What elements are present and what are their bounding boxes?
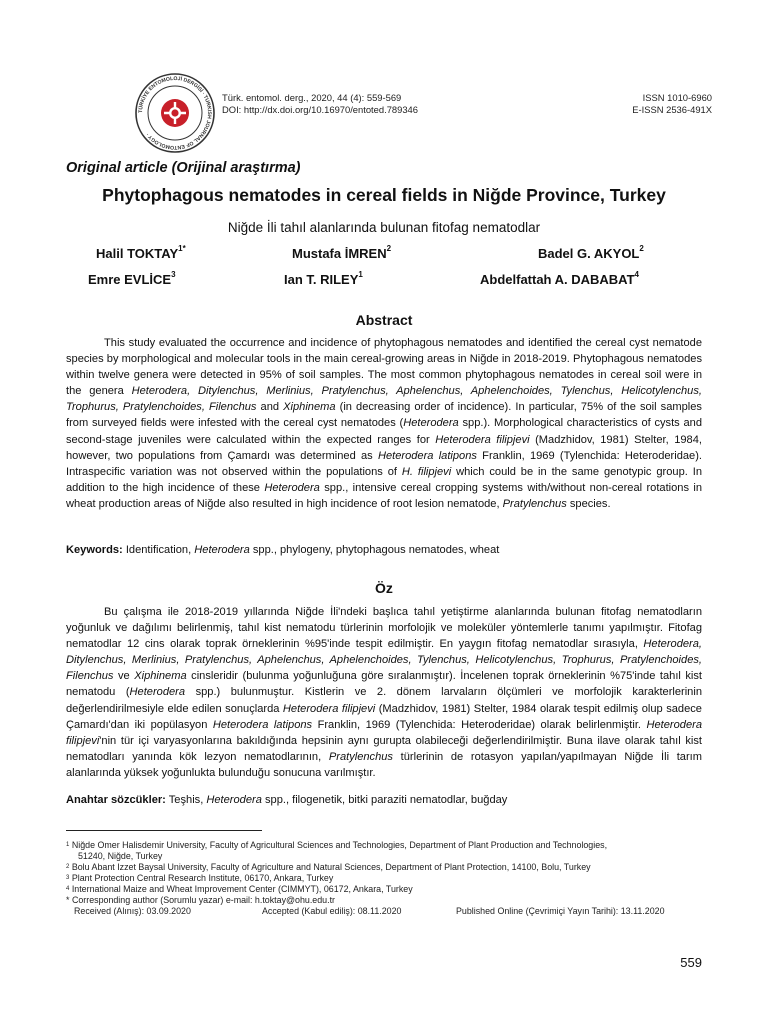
oz-heading: Öz: [375, 580, 393, 596]
eissn: E-ISSN 2536-491X: [632, 104, 712, 115]
journal-ref: Türk. entomol. derg., 2020, 44 (4): 559-569: [222, 92, 402, 103]
author-1: Halil $TOKTAY^{1*}$: [96, 244, 186, 261]
received-date: Received (Alınış): 03.09.2020: [74, 906, 191, 916]
abstract-keywords: Keywords: Identification, Heterodera spp., phylogeny, phytophagous nematodes, wheat: [66, 544, 500, 556]
footnote-2: $^2$ Bolu Abant Izzet Baysal University, Faculty of Agriculture and Natural Sciences, Department of Plant Protection, 14100, Bolu, Turkey: [66, 862, 591, 872]
published-date: Published Online (Çevrimiçi Yayın Tarihi): 13.11.2020: [456, 906, 665, 916]
footnote-3: $^3$ Plant Protection Central Research Institute, 06170, Ankara, Turkey: [66, 873, 334, 883]
footnote-1: $^1$ Niğde Omer Halisdemir University, Faculty of Agricultural Sciences and Technologies, Department of Plant Production and Technologies,: [66, 840, 608, 850]
journal-issn-block: [632, 92, 712, 116]
author-4: Emre EVLİCE$^3$: [88, 270, 176, 287]
article-type: Original article (Orijinal araştırma): [66, 160, 301, 176]
journal-citation: [222, 92, 418, 116]
dates-row: [66, 906, 716, 917]
author-2: Mustafa İMREN$^2$: [292, 244, 392, 261]
article-title: Phytophagous nematodes in cereal fields in Niğde Province, Turkey: [102, 185, 666, 205]
footnote-1-cont: 51240, Niğde, Turkey: [78, 851, 163, 861]
corresponding-author: * Corresponding author (Sorumlu yazar) e-mail: h.toktay@ohu.edu.tr: [66, 895, 335, 905]
footnote-4: $^4$ International Maize and Wheat Improvement Center (CIMMYT), 06172, Ankara, Turkey: [66, 884, 413, 894]
issn: ISSN 1010-6960: [642, 92, 712, 103]
oz-body: Bu çalışma ile 2018-2019 yıllarında Niğde İli'ndeki başlıca tahıl yetiştirme alanlarında bulunan fitofag nematodların yoğunluk ve dağılımı belirlenmiş, tahıl kist nematodu türlerinin morfolojik ve moleküler yöntemlerle tanımı yapılmıştır. Fitofag nematodlar 12 cins olarak toprak örneklerinin %95'inde tespit edilmiştir. En yaygın fitofag nematodlar sırasıyla, Heterodera, Ditylenchus, Merlinius, Pratylenchus, Aphelenchus, Aphelenchoides, Tylenchus, Helicotylenchus, Trophurus, Pratylenchoides, Filenchus ve Xiphinema cinsleridir (bulunma yoğunluğuna göre sıralanmıştır). İncelenen toprak örneklerinin %75'inde tahıl kist nematodu (Heterodera spp.) bulunmuştur. Kistlerin ve 2. dönem larvaların ölçümleri ve morfolojik karakterlerinin değerlendirilmesiyle elde edilen sonuçlarda Heterodera filipjevi (Madzhidov, 1981) Stelter, 1984 olarak tespit edilmiş olup sadece Çamardı'dan iki popülasyon Heterodera latipons Franklin, 1969 (Tylenchida: Heteroderidae) olarak belirlenmiştir. Heterodera filipjevi'nin tür içi varyasyonlarına bakıldığında hepsinin aynı gurupta olabileceği değerlendirilmiştir. Buna ilave olarak tahıl kist nematodları yanında kök lezyon nematodlarının, Pratylenchus türlerinin de rotasyon yapılan/yapılmayan Niğde İli tarım alanlarında yüksek yoğunlukta bulunduğu sonucuna varılmıştır.: [66, 606, 703, 779]
accepted-date: Accepted (Kabul ediliş): 08.11.2020: [262, 906, 402, 916]
author-3: Badel G. AKYOL$^2$: [538, 244, 644, 261]
author-6: Abdelfattah A. DABABAT$^4$: [480, 270, 639, 287]
journal-header: [0, 72, 768, 151]
page-number: 559: [680, 955, 702, 970]
author-5: Ian T. RILEY$^1$: [284, 270, 363, 287]
article-subtitle: Niğde İli tahıl alanlarında bulunan fitofag nematodlar: [227, 220, 541, 235]
journal-logo-icon: [134, 72, 216, 154]
footnote-divider: [66, 830, 262, 831]
abstract-heading: Abstract: [355, 312, 413, 328]
svg-text:TÜRKİYE ENTOMOLOJİ DERGİSİ · T: TÜRKİYE ENTOMOLOJİ DERGİSİ · TURKISH JOURNAL OF ENTOMOLOGY ·: [137, 75, 213, 151]
doi-link[interactable]: DOI: http://dx.doi.org/10.16970/entoted.789346: [222, 104, 418, 115]
footnotes: [66, 840, 716, 917]
abstract-body: This study evaluated the occurrence and incidence of phytophagous nematodes and identified the cereal cyst nematode species by morphological and molecular tools in the main cereal-growing areas in Niğde in 2018-2019. Phytophagous nematodes within twelve genera were detected in 95% of soil samples. The most common phytophagous nematodes in cereal soil were in the genera Heterodera, Ditylenchus, Merlinius, Pratylenchus, Aphelenchus, Aphelenchoides, Tylenchus, Helicotylenchus, Trophurus, Pratylenchoides, Filenchus and Xiphinema (in decreasing order of incidence). In particular, 75% of the soil samples from surveyed fields were infested with the cereal cyst nematodes (Heterodera spp.). Morphological characteristics of cysts and second-stage juveniles were calculated within the expected ranges for Heterodera filipjevi (Madzhidov, 1981) Stelter, 1984, however, two populations from Çamardı was determined as Heterodera latipons Franklin, 1969 (Tylenchida: Heteroderidae). Intraspecific variation was not observed within the populations of H. filipjevi which could be in the same genotypic group. In addition to the high incidence of these Heterodera spp., intensive cereal cropping systems with/without non-cereal rotations in wheat production areas of Niğde also resulted in high incidence of root lesion nematode, Pratylenchus species.: [66, 337, 703, 510]
oz-keywords: Anahtar sözcükler: Teşhis, Heterodera spp., filogenetik, bitki paraziti nematodlar, buğday: [66, 794, 508, 806]
